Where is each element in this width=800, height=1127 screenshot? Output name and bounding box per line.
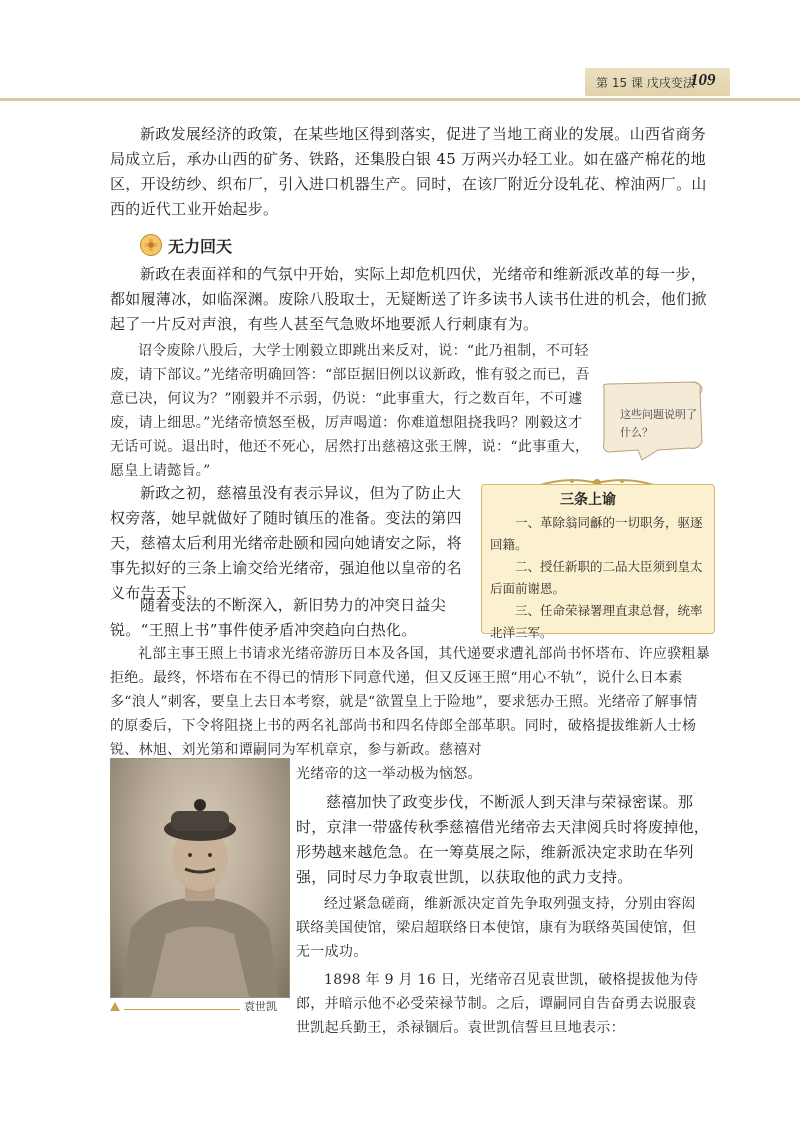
paragraph-gangyi: 诏令废除八股后，大学士刚毅立即跳出来反对，说：“此乃祖制，不可轻废，请下部议。”光绪帝明确回答：“部臣据旧例以议新政，惟有驳之而已，吾意已决，何议为？”刚毅并不示弱，仍说：“此事重大，行之数百年，不可遽废，请上细思。”光绪帝愤怒至极，厉声喝道：你难道想阻挠我吗？刚毅这才无话可说。退出时，他还不死心，居然打出慈禧这张王牌，说：“此事重大，愿皇上请懿旨。” [110,343,590,479]
header-rule [0,98,800,101]
paragraph-yuan-meeting: 1898 年 9 月 16 日，光绪帝召见袁世凯，破格提拔他为侍郎，并暗示他不必受荣禄节制。之后，谭嗣同自告奋勇去说服袁世凯起兵勤王，杀禄锢后。袁世凯信誓旦旦地表示： [296,972,699,1036]
paragraph-cixi-prep: 新政之初，慈禧虽没有表示异议，但为了防止大权旁落，她早就做好了随时镇压的准备。变法的第四天，慈禧太后利用光绪帝赴颐和园向她请安之际，将事先拟好的三条上谕交给光绪帝，强迫他以皇帝的名义布告天下。 [110,484,462,602]
paragraph-wangzhao-end: 光绪帝的这一举动极为恼怒。 [296,766,482,782]
paragraph-coup-plan: 慈禧加快了政变步伐，不断派人到天津与荣禄密谋。那时，京津一带盛传秋季慈禧借光绪帝去天津阅兵时将废掉他，形势越来越危急。在一筹莫展之际，维新派决定求助在华列强，同时尽力争取袁世凯，以获取他的武力支持。 [296,793,710,886]
page-number: 109 [690,70,716,89]
paragraph-wangzhao: 礼部主事王照上书请求光绪帝游历日本及各国，其代递要求遭礼部尚书怀塔布、许应骙粗暴拒绝。最终，怀塔布在不得已的情形下同意代递，但又反诬王照“用心不轨”，说什么日本素多“浪人”刺客，要皇上去日本考察，就是“欲置皇上于险地”，要求惩办王照。光绪帝了解事情的原委后，下令将阻挠上书的两名礼部尚书和四名侍郎全部革职。同时，破格提拔维新人士杨锐、林旭、刘光第和谭嗣同为军机章京，参与新政。慈禧对 [110,646,710,758]
paragraph-economy: 新政发展经济的政策，在某些地区得到落实，促进了当地工商业的发展。山西省商务局成立后，承办山西的矿务、铁路，还集股白银 45 万两兴办轻工业。如在盛产棉花的地区，开设纺纱、织布厂，引入进口机器生产。同时，在该厂附近分设轧花、榨油两厂。山西的近代工业开始起步。 [110,125,707,218]
paragraph-crisis: 新政在表面祥和的气氛中开始，实际上却危机四伏，光绪帝和维新派改革的每一步，都如履薄冰，如临深渊。废除八股取士，无疑断送了许多读书人读书仕进的机会，他们掀起了一片反对声浪，有些人甚至气急败坏地要派人行刺康有为。 [110,265,707,333]
question-note-text: 这些问题说明了什么？ [620,408,697,439]
caption-marker-icon [110,1002,120,1011]
edict-list [490,512,708,644]
flower-medallion-icon [140,234,162,256]
caption-rule [124,1009,240,1010]
yuan-shikai-portrait [110,758,290,998]
edict-item: 一、革除翁同龢的一切职务，驱逐回籍。 [490,515,703,552]
photo-caption: 袁世凯 [244,1000,277,1013]
paragraph-conflict: 随着变法的不断深入，新旧势力的冲突日益尖锐。“王照上书”事件使矛盾冲突趋向白热化。 [110,596,447,639]
paragraph-foreign-help: 经过紧急磋商，维新派决定首先争取列强支持，分别由容闳联络美国使馆，梁启超联络日本使馆，康有为联络英国使馆，但无一成功。 [296,896,697,960]
section-heading [140,232,232,258]
edict-item: 三、任命荣禄署理直隶总督，统率北洋三军。 [490,603,703,640]
lesson-title: 第 15 课 戊戌变法 [596,76,695,90]
section-title: 无力回天 [168,236,233,256]
edict-item: 二、授任新职的二品大臣须到皇太后面前谢恩。 [490,559,703,596]
edict-title: 三条上谕 [560,492,616,508]
